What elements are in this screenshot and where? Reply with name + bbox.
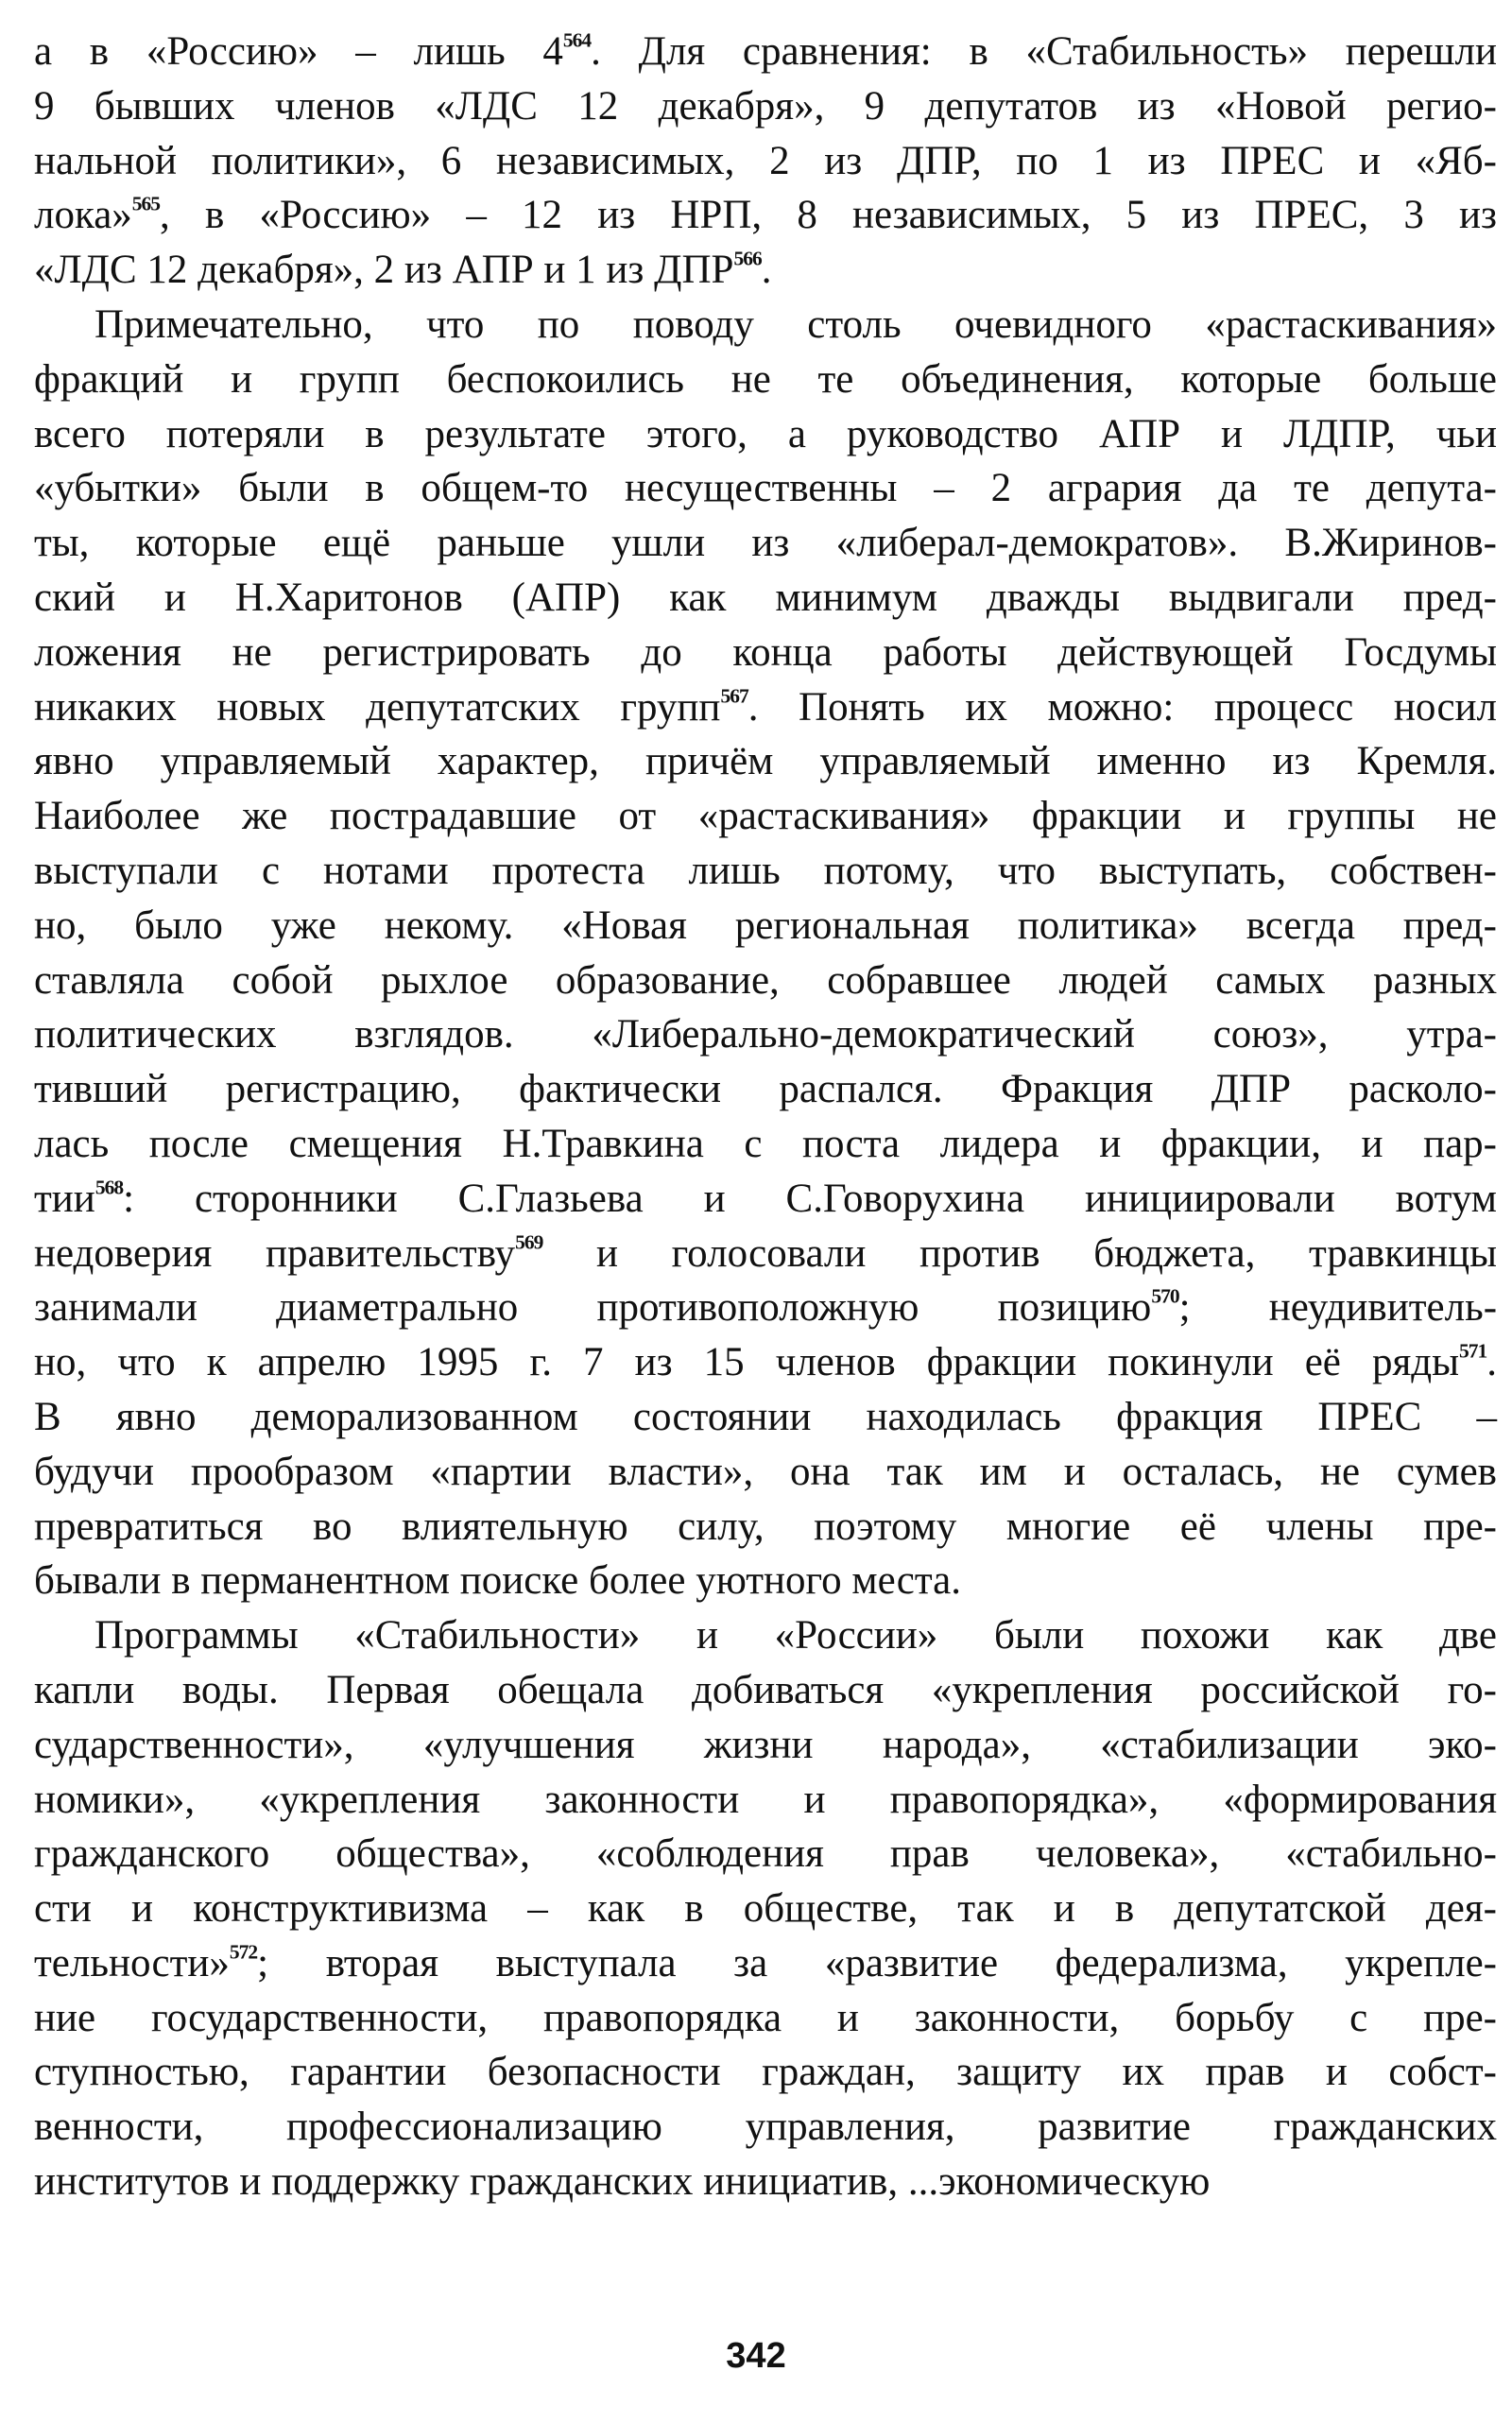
text-run: : сторонники С.Глазьева и С.Говорухина инициировали вотум	[123, 1176, 1497, 1221]
text-flow	[34, 25, 1497, 2209]
text-line	[34, 899, 1497, 954]
footnote-ref: 569	[515, 1230, 543, 1254]
text-run: нальной политики», 6 независимых, 2 из ДПР, по 1 из ПРЕС и «Яб-	[34, 138, 1497, 183]
text-run: но, было уже некому. «Новая региональная политика» всегда пред-	[34, 902, 1497, 948]
text-run: а в «Россию» – лишь 4	[34, 29, 563, 74]
text-run: лась после смещения Н.Травкина с поста лидера и фракции, и пар-	[34, 1121, 1497, 1166]
text-line	[34, 1500, 1497, 1555]
footnote-ref: 568	[94, 1176, 124, 1199]
text-line	[34, 1172, 1497, 1227]
text-line	[34, 789, 1497, 844]
text-run: В явно деморализованном состоянии находилась фракция ПРЕС –	[34, 1394, 1497, 1439]
text-run: фракций и групп беспокоились не те объединения, которые больше	[34, 356, 1497, 402]
text-run: венности, профессионализацию управления, развитие гражданских	[34, 2105, 1497, 2150]
footnote-ref: 570	[1151, 1285, 1179, 1309]
text-run: выступали с нотами протеста лишь потому, что выступать, собствен-	[34, 848, 1497, 893]
text-run: ский и Н.Харитонов (АПР) как минимум дважды выдвигали пред-	[34, 575, 1497, 620]
text-run: всего потеряли в результате этого, а руководство АПР и ЛДПР, чьи	[34, 411, 1497, 456]
text-run: Программы «Стабильности» и «России» были похожи как две	[94, 1613, 1497, 1658]
text-line	[34, 1062, 1497, 1117]
page-number: 342	[726, 2336, 786, 2376]
text-run: гражданского общества», «соблюдения прав человека», «стабильно-	[34, 1831, 1497, 1877]
text-line	[34, 352, 1497, 407]
text-run: тивший регистрацию, фактически распался. Фракция ДПР расколо-	[34, 1067, 1497, 1112]
text-run: ступностью, гарантии безопасности граждан, защиту их прав и собст-	[34, 2050, 1497, 2095]
text-run: капли воды. Первая обещала добиваться «укрепления российской го-	[34, 1667, 1497, 1712]
text-line	[34, 1445, 1497, 1500]
text-run: но, что к апрелю 1995 г. 7 из 15 членов фракции покинули её ряды	[34, 1340, 1459, 1385]
text-line	[34, 1280, 1497, 1335]
text-line	[34, 1335, 1497, 1390]
text-run: никаких новых депутатских групп	[34, 684, 721, 730]
text-line	[34, 571, 1497, 626]
text-run: . Для сравнения: в «Стабильность» перешли	[591, 29, 1497, 74]
text-run: лока»	[34, 193, 132, 238]
text-run: бывали в перманентном поиске более уютного места.	[34, 1558, 961, 1604]
footnote-ref: 566	[733, 247, 762, 270]
footnote-ref: 564	[562, 28, 592, 52]
text-line	[34, 2100, 1497, 2155]
text-line	[34, 954, 1497, 1008]
text-run: ; неудивитель-	[1178, 1285, 1498, 1331]
footnote-ref: 565	[131, 193, 161, 216]
footnote-ref: 571	[1459, 1339, 1487, 1363]
footnote-ref: 567	[720, 684, 748, 708]
text-run: ставляла собой рыхлое образование, собравшее людей самых разных	[34, 957, 1497, 1003]
text-run: ты, которые ещё раньше ушли из «либерал-демократов». В.Жиринов-	[34, 521, 1497, 566]
text-line	[34, 1608, 1497, 1663]
text-line	[34, 1663, 1497, 1718]
text-line	[34, 1827, 1497, 1882]
text-line	[34, 680, 1497, 735]
text-line	[34, 2155, 1497, 2209]
text-line	[34, 407, 1497, 462]
text-run: занимали диаметрально противоположную позицию	[34, 1285, 1152, 1331]
text-line	[34, 25, 1497, 79]
text-run: номики», «укрепления законности и правопорядка», «формирования	[34, 1777, 1497, 1822]
text-run: сти и конструктивизма – как в обществе, так и в депутатской дея-	[34, 1886, 1497, 1932]
text-line	[34, 2045, 1497, 2100]
text-line	[34, 79, 1497, 134]
text-line	[34, 1117, 1497, 1172]
text-line	[34, 1773, 1497, 1828]
text-line	[34, 1991, 1497, 2046]
text-run: Наиболее же пострадавшие от «растаскивания» фракции и группы не	[34, 794, 1497, 839]
text-run: ложения не регистрировать до конца работы действующей Госдумы	[34, 629, 1497, 675]
text-run: .	[1486, 1340, 1497, 1385]
text-line	[34, 298, 1497, 352]
text-line	[34, 516, 1497, 571]
text-run: превратиться во влиятельную силу, поэтому многие её члены пре-	[34, 1504, 1497, 1549]
paragraph	[34, 298, 1497, 1608]
text-run: .	[761, 248, 772, 293]
text-run: 9 бывших членов «ЛДС 12 декабря», 9 депутатов из «Новой регио-	[34, 83, 1497, 129]
text-line	[34, 626, 1497, 680]
text-line	[34, 1718, 1497, 1773]
text-run: ; вторая выступала за «развитие федерализма, укрепле-	[257, 1940, 1497, 1985]
text-run: и голосовали против бюджета, травкинцы	[542, 1230, 1497, 1276]
text-run: институтов и поддержку гражданских инициатив, ...экономическую	[34, 2159, 1211, 2205]
text-run: «ЛДС 12 декабря», 2 из АПР и 1 из ДПР	[34, 248, 734, 293]
text-line	[34, 1554, 1497, 1608]
text-run: будучи прообразом «партии власти», она так им и осталась, не сумев	[34, 1449, 1497, 1494]
text-line	[34, 188, 1497, 243]
text-line	[34, 1227, 1497, 1281]
text-run: ние государственности, правопорядка и законности, борьбу с пре-	[34, 1995, 1497, 2040]
paragraph	[34, 25, 1497, 298]
text-run: . Понять их можно: процесс носил	[747, 684, 1497, 730]
page-body	[34, 25, 1497, 2387]
paragraph	[34, 1608, 1497, 2209]
text-run: тии	[34, 1176, 95, 1221]
text-line	[34, 734, 1497, 789]
text-run: сударственности», «улучшения жизни народа», «стабилизации эко-	[34, 1722, 1497, 1767]
text-run: недоверия правительству	[34, 1230, 516, 1276]
text-run: «убытки» были в общем-то несущественны – 2 агрария да те депута-	[34, 466, 1497, 511]
text-run: явно управляемый характер, причём управляемый именно из Кремля.	[34, 739, 1497, 784]
text-line	[34, 1390, 1497, 1445]
text-line	[34, 243, 1497, 298]
text-run: тельности»	[34, 1940, 230, 1985]
text-line	[34, 1007, 1497, 1062]
text-run: , в «Россию» – 12 из НРП, 8 независимых, 5 из ПРЕС, 3 из	[160, 193, 1497, 238]
text-line	[34, 1936, 1497, 1991]
footnote-ref: 572	[229, 1940, 258, 1964]
text-run: политических взглядов. «Либерально-демократический союз», утра-	[34, 1012, 1497, 1057]
text-line	[34, 844, 1497, 899]
text-run: Примечательно, что по поводу столь очевидного «растаскивания»	[94, 301, 1497, 347]
text-line	[34, 461, 1497, 516]
text-line	[34, 134, 1497, 189]
text-line	[34, 1882, 1497, 1936]
